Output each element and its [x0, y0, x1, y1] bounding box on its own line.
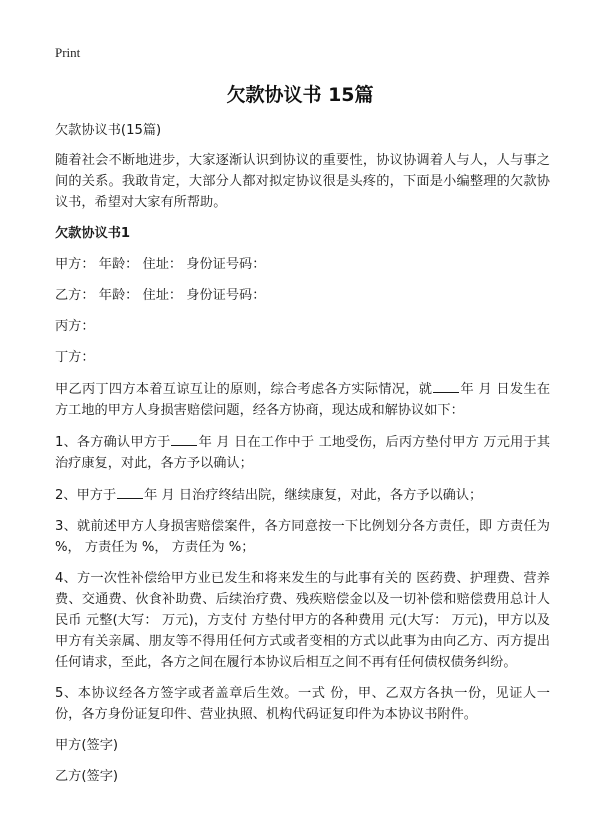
clause-1	[55, 431, 550, 474]
clause-4: 4、方一次性补偿给甲方业已发生和将来发生的与此事有关的 医药费、护理费、营养费、交通费、伙食补助费、后续治疗费、残疾赔偿金以及一切补偿和赔偿费用总计人民币 元整(大写： 万元)，方支付 方垫付甲方的各种费用 元(大写： 万元)，甲方以及甲方有关亲属、朋友等不得用任何方式或者变相的方式以此事为由向乙方、丙方提出任何请求，至此，各方之间在履行本协议后相互之间不再有任何债权债务纠纷。	[55, 571, 550, 670]
party-a-line: 甲方： 年龄： 住址： 身份证号码：	[55, 257, 266, 272]
fill-in-blank	[433, 378, 459, 393]
clause-2	[55, 484, 550, 506]
preamble-text-start: 甲乙丙丁四方本着互谅互让的原则，综合考虑各方实际情况，就	[55, 382, 433, 397]
document-title: 欠款协议书 15篇	[226, 84, 374, 106]
clause-2-text-start: 2、甲方于	[55, 488, 117, 503]
signature-party-a: 甲方(签字)	[55, 738, 119, 753]
fill-in-blank	[171, 431, 197, 446]
party-d-line: 丁方：	[55, 350, 95, 365]
party-c-line: 丙方：	[55, 319, 95, 334]
document-body	[55, 120, 550, 797]
preamble-paragraph	[55, 378, 550, 421]
clause-1-text-start: 1、各方确认甲方于	[55, 435, 171, 450]
fill-in-blank	[117, 484, 143, 499]
print-label: Print	[55, 45, 81, 60]
clause-3: 3、就前述甲方人身损害赔偿案件，各方同意按一下比例划分各方责任，即 方责任为 %， 方责任为 %， 方责任为 %；	[55, 519, 550, 555]
clause-5: 5、本协议经各方签字或者盖章后生效。一式 份，甲、乙双方各执一份，见证人一份，各方身份证复印件、营业执照、机构代码证复印件为本协议书附件。	[55, 686, 550, 722]
clause-1-text-end: 年 月 日在工作中于 工地受伤，后丙方垫付甲方 万元用于其治疗康复，对此，各方予以确认；	[55, 435, 551, 471]
intro-paragraph: 随着社会不断地进步，大家逐渐认识到协议的重要性，协议协调着人与人，人与事之间的关系。我敢肯定，大部分人都对拟定协议很是头疼的，下面是小编整理的欠款协议书，希望对大家有所帮助。	[55, 153, 550, 210]
preamble-text-end: 年 月 日发生在 方工地的甲方人身损害赔偿问题，经各方协商，现达成和解协议如下：	[55, 382, 551, 418]
signature-party-b: 乙方(签字)	[55, 769, 119, 784]
party-b-line: 乙方： 年龄： 住址： 身份证号码：	[55, 288, 266, 303]
clause-2-text-end: 年 月 日治疗终结出院，继续康复，对此，各方予以确认；	[144, 488, 483, 503]
section-heading: 欠款协议书1	[55, 226, 131, 241]
document-subtitle: 欠款协议书(15篇)	[55, 123, 162, 138]
